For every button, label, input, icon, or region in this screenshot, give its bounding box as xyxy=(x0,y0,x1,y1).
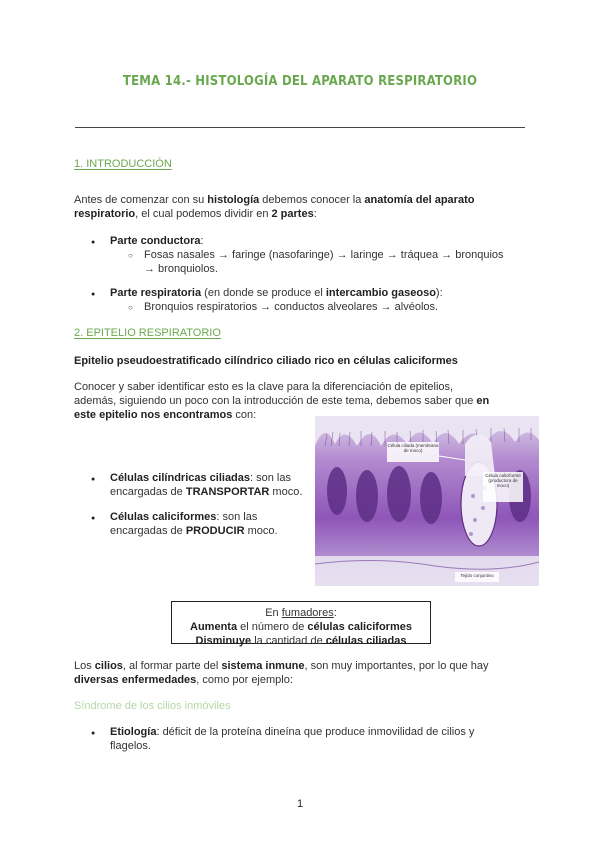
bold-text: Disminuye xyxy=(195,635,252,647)
fumadores-box xyxy=(171,601,431,647)
section-heading-epitelio: 2. EPITELIO RESPIRATORIO xyxy=(74,327,221,339)
list-item-parte-respiratoria xyxy=(110,286,443,300)
bold-text: Etiología xyxy=(110,726,157,738)
bold-text: Aumenta xyxy=(190,621,238,633)
text: : xyxy=(200,235,204,247)
bold-text: en xyxy=(476,395,490,407)
text: : son las xyxy=(250,472,291,484)
text: Los xyxy=(74,660,95,672)
bold-text: 2 partes xyxy=(271,208,314,220)
text: , el cual podemos dividir en xyxy=(135,208,272,220)
text: además, siguiendo un poco con la introducción de este tema, debemos saber que xyxy=(74,395,477,407)
text: : xyxy=(313,208,317,220)
text: con: xyxy=(232,409,257,421)
bold-text: sistema inmune xyxy=(221,660,305,672)
text: moco. xyxy=(269,486,303,498)
list-item-parte-conductora xyxy=(110,234,204,248)
sub-list-item xyxy=(144,300,438,314)
text: , al formar parte del xyxy=(122,660,222,672)
text: Bronquios respiratorios → conductos alveolares → alvéolos. xyxy=(144,301,439,313)
section-subtitle xyxy=(74,354,458,368)
text: ): xyxy=(435,287,443,299)
epithelium-micrograph xyxy=(315,416,539,586)
text: Fosas nasales → faringe (nasofaringe) → laringe → tráquea → bronquios xyxy=(144,249,504,261)
cilios-paragraph xyxy=(74,659,544,687)
bold-text: Células caliciformes xyxy=(110,511,217,523)
text: En xyxy=(265,607,282,619)
page-number: 1 xyxy=(296,798,304,810)
text: , son muy importantes, por lo que hay xyxy=(304,660,489,672)
text: , como por ejemplo: xyxy=(196,674,293,686)
page-title: TEMA 14.- HISTOLOGÍA DEL APARATO RESPIRATORIO xyxy=(122,74,478,89)
bold-text: Células cilíndricas ciliadas xyxy=(110,472,251,484)
text: : déficit de la proteína dineína que produce inmovilidad de cilios y xyxy=(156,726,475,738)
bold-text: este epitelio nos encontramos xyxy=(74,409,233,421)
text: Antes de comenzar con su xyxy=(74,194,208,206)
text: debemos conocer la xyxy=(259,194,365,206)
intro-paragraph xyxy=(74,193,534,221)
text: flagelos. xyxy=(110,740,151,752)
bold-text: PRODUCIR xyxy=(185,525,245,537)
text: Conocer y saber identificar esto es la clave para la diferenciación de epitelios, xyxy=(74,381,454,393)
figure-label-tejido: Tejido conjuntivo xyxy=(460,573,494,578)
text: encargadas de xyxy=(110,525,186,537)
bold-text: células ciliadas xyxy=(325,635,407,647)
bold-text: diversas enfermedades xyxy=(74,674,197,686)
bold-text: células caliciformes xyxy=(307,621,412,633)
list-item-celulas-cilindricas xyxy=(110,471,310,499)
text: la cantidad de xyxy=(251,635,326,647)
bold-text: respiratorio xyxy=(74,208,136,220)
bold-text: Epitelio pseudoestratificado cilíndrico ciliado rico en células caliciformes xyxy=(74,355,458,367)
divider xyxy=(75,127,525,128)
text: moco. xyxy=(244,525,278,537)
text: encargadas de xyxy=(110,486,186,498)
sub-list-item xyxy=(144,248,534,276)
syndrome-heading: Síndrome de los cilios inmóviles xyxy=(74,700,231,712)
bold-text: intercambio gaseoso xyxy=(325,287,436,299)
text: → bronquiolos. xyxy=(144,263,218,275)
bold-text: histología xyxy=(207,194,260,206)
text: : xyxy=(333,607,337,619)
text: (en donde se produce el xyxy=(201,287,326,299)
bold-text: TRANSPORTAR xyxy=(185,486,270,498)
text: : son las xyxy=(216,511,258,523)
bold-text: cilios xyxy=(94,660,123,672)
list-item-etiologia xyxy=(110,725,540,753)
bold-text: anatomía del aparato xyxy=(364,194,475,206)
histology-figure xyxy=(315,416,539,586)
figure-label-caliciforme: Célula caliciforme (productora de moco) xyxy=(485,473,521,488)
section-heading-introduccion: 1. INTRODUCCIÓN xyxy=(74,158,172,170)
bold-text: Parte respiratoria xyxy=(110,287,202,299)
bold-text: Parte conductora xyxy=(110,235,201,247)
list-item-celulas-caliciformes xyxy=(110,510,310,538)
figure-label-ciliada: Célula ciliada (membrana de moco) xyxy=(387,443,439,453)
underlined-text: fumadores xyxy=(281,607,334,619)
text: el número de xyxy=(237,621,308,633)
